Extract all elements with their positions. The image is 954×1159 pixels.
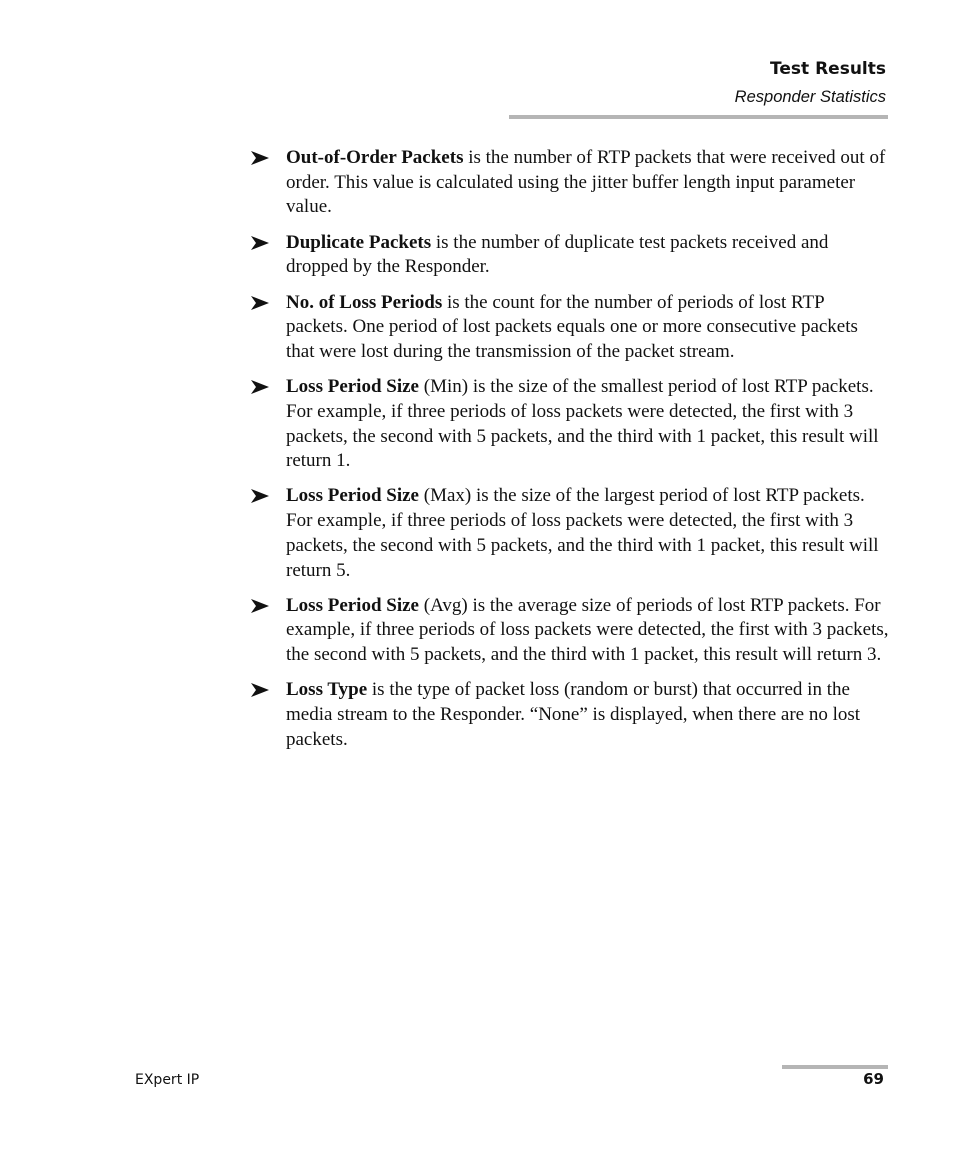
term: Loss Period Size <box>286 376 419 398</box>
term: Out-of-Order Packets <box>286 147 464 168</box>
definition: is the number of duplicate test packets received and dropped by the Responder. <box>286 231 829 278</box>
list-item <box>250 594 890 668</box>
list-item <box>250 291 890 365</box>
arrow-bullet-icon <box>250 293 270 313</box>
definition: is the count for the number of periods of lost RTP packets. One period of lost packets equals one or more consecutive packets that were lost during the transmission of the packet stream. <box>286 291 858 362</box>
list-item <box>250 375 890 474</box>
arrow-bullet-icon <box>250 486 270 506</box>
list-item <box>250 678 890 752</box>
arrow-bullet-icon <box>250 680 270 700</box>
definition: (Min) is the size of the smallest period of lost RTP packets. For example, if three periods of loss packets were detected, the first with 3 packets, the second with 5 packets, and the third with 1 packet, this result will return 1. <box>286 376 879 472</box>
running-header <box>735 58 886 108</box>
arrow-bullet-icon <box>250 596 270 616</box>
definition: (Avg) is the average size of periods of lost RTP packets. For example, if three periods of loss packets were detected, the first with 3 packets, the second with 5 packets, and the third with 1 packet, this result will return 3. <box>286 594 889 666</box>
term: No. of Loss Periods <box>286 291 443 313</box>
term: Loss Type <box>286 679 368 701</box>
arrow-bullet-icon <box>250 148 270 168</box>
arrow-bullet-icon <box>250 377 270 397</box>
page-number: 69 <box>863 1070 884 1088</box>
section-subtitle: Responder Statistics <box>734 88 886 106</box>
bullet-list <box>250 146 890 763</box>
term: Loss Period Size <box>286 594 419 616</box>
arrow-bullet-icon <box>250 233 270 253</box>
definition: is the type of packet loss (random or burst) that occurred in the media stream to the Responder. “None” is displayed, when there are no lost packets. <box>286 679 861 750</box>
definition: is the number of RTP packets that were received out of order. This value is calculated using the jitter buffer length input parameter value. <box>286 147 886 218</box>
list-item <box>250 484 890 583</box>
footer-product-name: EXpert IP <box>135 1072 200 1088</box>
list-item <box>250 231 890 280</box>
list-item <box>250 146 890 220</box>
term: Duplicate Packets <box>286 231 432 253</box>
term: Loss Period Size <box>286 485 419 507</box>
section-title: Test Results <box>770 59 886 79</box>
definition: (Max) is the size of the largest period of lost RTP packets. For example, if three periods of loss packets were detected, the first with 3 packets, the second with 5 packets, and the third with 1 packet, this result will return 5. <box>286 485 879 581</box>
header-divider <box>509 115 888 119</box>
